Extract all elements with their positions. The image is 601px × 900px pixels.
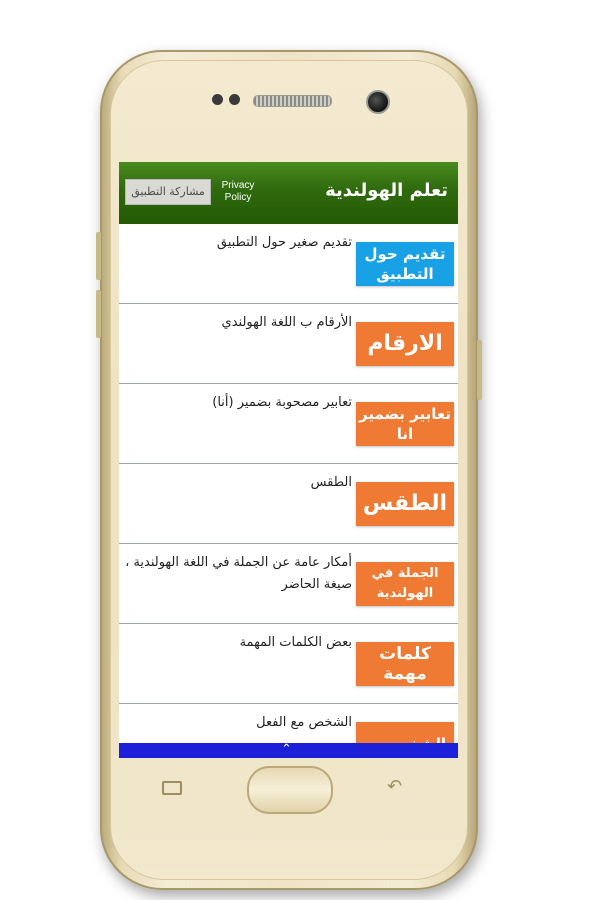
list-item-description: الشخص مع الفعل: [256, 715, 352, 730]
volume-up-button: [96, 232, 101, 280]
volume-down-button: [96, 290, 101, 338]
list-item-tile[interactable]: تعابير بضمير انا: [356, 402, 454, 446]
recent-apps-icon[interactable]: [162, 781, 182, 795]
list-item[interactable]: [119, 224, 458, 304]
privacy-label-line1: Privacy: [221, 180, 255, 191]
list-item-description: الطقس: [310, 475, 352, 490]
bottom-scroll-bar[interactable]: [119, 743, 458, 758]
app-toolbar: [119, 162, 458, 224]
back-icon[interactable]: ↶: [387, 776, 403, 797]
app-screen: [119, 162, 458, 758]
list-item-description: الأرقام ب اللغة الهولندي: [221, 315, 352, 330]
list-item-tile[interactable]: الطقس: [356, 482, 454, 526]
light-sensor-icon: [229, 94, 240, 105]
list-item[interactable]: [119, 624, 458, 704]
app-title: تعلم الهولندية: [325, 180, 448, 201]
earpiece-speaker: [253, 95, 332, 107]
list-item-tile[interactable]: الجملة في الهولندية: [356, 562, 454, 606]
privacy-policy-link[interactable]: [215, 180, 261, 204]
list-item-description: تعابير مصحوبة بضمير (أنا): [212, 395, 352, 410]
list-item-tile[interactable]: الارقام: [356, 322, 454, 366]
share-app-button[interactable]: مشاركة التطبيق: [125, 179, 211, 205]
privacy-label-line2: Policy: [224, 192, 252, 203]
list-item[interactable]: [119, 384, 458, 464]
home-button[interactable]: [247, 766, 333, 814]
proximity-sensor-icon: [212, 94, 223, 105]
chevron-up-icon[interactable]: ⌃: [281, 742, 292, 757]
list-item-description: بعض الكلمات المهمة: [239, 635, 352, 650]
list-item[interactable]: [119, 304, 458, 384]
list-item[interactable]: [119, 464, 458, 544]
list-item-description: أمكار عامة عن الجملة في اللغة الهولندية ، صيغة الحاضر: [125, 555, 352, 592]
front-camera-icon: [366, 90, 390, 114]
list-item-tile[interactable]: تقديم حول التطبيق: [356, 242, 454, 286]
list-item-tile[interactable]: كلمات مهمة: [356, 642, 454, 686]
list-item-description: تقديم صغير حول التطبيق: [216, 235, 352, 250]
list-item[interactable]: [119, 544, 458, 624]
lesson-list: [119, 224, 458, 758]
power-button: [477, 340, 482, 400]
